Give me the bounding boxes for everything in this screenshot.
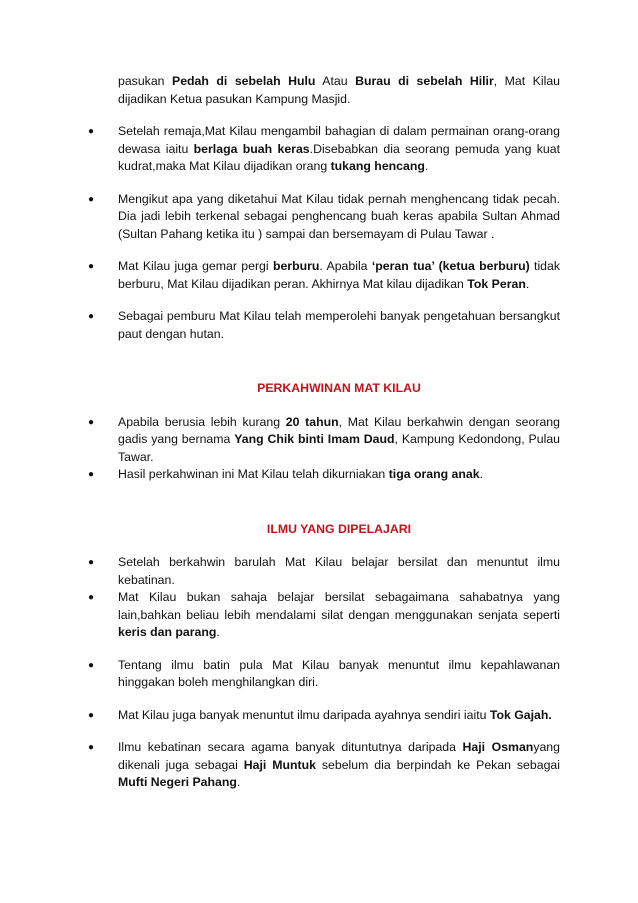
text-run: Tentang ilmu batin pula Mat Kilau banyak menuntut ilmu kepahlawanan hinggakan boleh menghilangkan diri. (118, 657, 560, 689)
bold-run: Tok Gajah. (489, 707, 552, 722)
bullet-icon: ● (88, 311, 95, 322)
text-run: . (479, 467, 483, 481)
text-run: yang dikenali juga sebagai (118, 740, 560, 772)
text-run: Ilmu kebatinan secara agama banyak dituntutnya daripada (118, 740, 463, 754)
text-run: Sebagai pemburu Mat Kilau telah memperolehi banyak pengetahuan bersangkut paut dengan hutan. (118, 309, 560, 341)
list-item (78, 739, 560, 792)
bullet-icon: ● (88, 709, 95, 721)
list-item (78, 466, 560, 484)
text-run: pasukan (118, 74, 172, 88)
text-run: tidak berburu, Mat Kilau dijadikan peran. Akhirnya Mat kilau dijadikan (118, 259, 561, 291)
text-run: Mat Kilau juga banyak menuntut ilmu daripada ayahnya sendiri iaitu (118, 707, 490, 722)
bold-run: tukang hencang (330, 159, 425, 173)
list-item (78, 707, 560, 725)
bullet-list-marriage (78, 414, 560, 484)
bullet-icon: ● (88, 659, 95, 671)
bold-run: ‘peran tua’ (ketua berburu) (371, 259, 530, 273)
text-run: Mat Kilau juga gemar pergi (118, 259, 273, 273)
bullet-icon: ● (88, 592, 95, 603)
bold-run: Pedah di sebelah Hulu (172, 74, 316, 88)
list-item (78, 414, 560, 467)
bold-run: Tok Peran (467, 276, 526, 291)
text-run: . (236, 775, 241, 789)
bold-run: berlaga buah keras (193, 141, 310, 156)
bullet-list-knowledge (78, 554, 560, 792)
bold-run: tiga orang anak (388, 467, 480, 481)
lead-paragraph (78, 73, 560, 108)
text-run: . (424, 159, 429, 173)
section-heading-marriage: PERKAHWINAN MAT KILAU (257, 381, 421, 395)
text-run: Apabila berusia lebih kurang (118, 414, 286, 429)
bullet-list-upbringing (78, 123, 560, 343)
text-run: Setelah remaja,Mat Kilau mengambil bahagian di dalam permainan orang-orang dewasa iaitu (118, 124, 560, 156)
section-heading-knowledge: ILMU YANG DIPELAJARI (266, 521, 412, 536)
text-run: .Disebabkan dia seorang pemuda yang kuat kudrat,maka Mat Kilau dijadikan orang (118, 141, 561, 173)
list-item (78, 258, 560, 293)
bold-run: Burau di sebelah Hilir (355, 74, 494, 88)
text-run: Mat Kilau bukan sahaja belajar bersilat sebagaimana sahabatnya yang lain,bahkan beliau lebih mendalami silat dengan menggunakan senjata seperti (118, 590, 560, 622)
bold-run: Mufti Negeri Pahang (118, 775, 237, 789)
bold-run: 20 tahun (285, 414, 339, 429)
text-run: Hasil perkahwinan ini Mat Kilau telah dikurniakan (118, 467, 389, 481)
list-item (78, 589, 560, 642)
bullet-icon: ● (88, 261, 95, 272)
list-item (78, 554, 560, 589)
text-run: , Mat Kilau berkahwin dengan seorang gadis yang bernama (118, 414, 560, 446)
bold-run: berburu (272, 259, 320, 273)
text-run: Setelah berkahwin barulah Mat Kilau belajar bersilat dan menuntut ilmu kebatinan. (118, 555, 560, 587)
text-run: , Kampung Kedondong, Pulau Tawar. (118, 432, 560, 464)
text-run: . Apabila (319, 259, 372, 273)
bold-run: keris dan parang (118, 625, 217, 639)
list-item (78, 657, 560, 692)
list-item (78, 308, 560, 343)
bullet-icon: ● (88, 126, 95, 137)
bullet-icon: ● (88, 469, 95, 480)
list-item (78, 191, 560, 244)
text-run: Mengikut apa yang diketahui Mat Kilau tidak pernah menghencang tidak pecah. Dia jadi lebih terkenal sebagai penghencang buah keras apabila Sultan Ahmad (Sultan Pahang ketika itu ) sampai dan bersemayam di Pulau Tawar . (118, 191, 560, 241)
text-run: sebelum dia berpindah ke Pekan sebagai (315, 757, 560, 772)
list-item (78, 123, 560, 176)
text-run: , Mat Kilau dijadikan Ketua pasukan Kampung Masjid. (118, 74, 561, 106)
bold-run: Yang Chik binti Imam Daud (234, 432, 395, 446)
bullet-icon: ● (88, 193, 95, 205)
text-run: . (525, 276, 530, 291)
bullet-icon: ● (88, 416, 95, 428)
bold-run: Haji Muntuk (243, 757, 316, 772)
bullet-icon: ● (88, 557, 95, 568)
text-run: . (216, 625, 220, 639)
bullet-icon: ● (88, 742, 95, 753)
bold-run: Haji Osman (462, 740, 534, 754)
text-run: Atau (315, 74, 356, 88)
